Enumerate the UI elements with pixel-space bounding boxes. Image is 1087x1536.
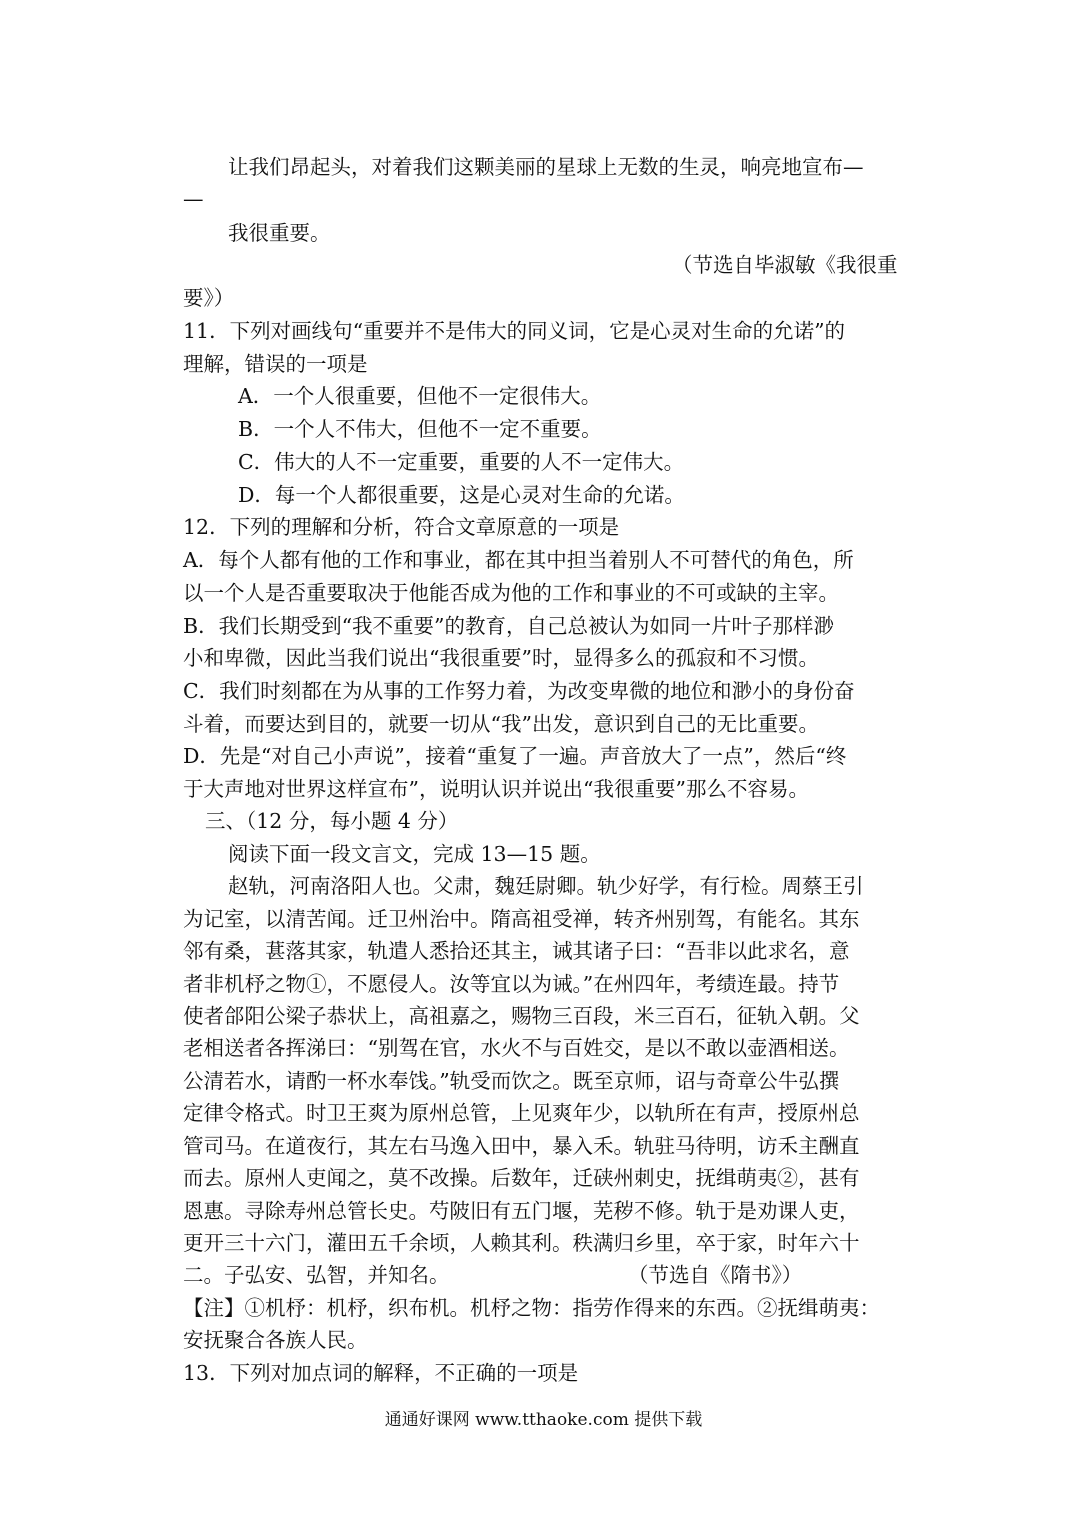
classical-text-line: 邻有桑，葚落其家，轨遣人悉拾还其主，诫其诸子曰：“吾非以此求名，意 xyxy=(183,939,850,963)
classical-text-line: 更开三十六门，灌田五千余顷，人赖其利。秩满归乡里，卒于家，时年六十 xyxy=(183,1231,860,1255)
question-12-option-line: 以一个人是否重要取决于他能否成为他的工作和事业的不可或缺的主宰。 xyxy=(183,581,839,605)
classical-text-line: 老相送者各挥涕曰：“别驾在官，水火不与百姓交，是以不敢以壶酒相送。 xyxy=(183,1036,850,1060)
question-12-option-line: B．我们长期受到“我不重要”的教育，自己总被认为如同一片叶子那样渺 xyxy=(183,614,835,638)
section-3-instruction: 阅读下面一段文言文，完成 13—15 题。 xyxy=(228,842,601,866)
passage-line: 让我们昂起头，对着我们这颗美丽的星球上无数的生灵，响亮地宣布— xyxy=(228,155,864,179)
annotation-note: 【注】①机杼：机杼，织布机。机杼之物：指劳作得来的东西。②抚缉萌夷： xyxy=(183,1296,880,1320)
classical-text-line: 管司马。在道夜行，其左右马逸入田中，暴入禾。轨驻马待明，访禾主酬直 xyxy=(183,1134,860,1158)
classical-text-line: 二。子弘安、弘智，并知名。 xyxy=(183,1263,450,1287)
classical-text-line: 者非机杼之物①，不愿侵人。汝等宜以为诫。”在州四年，考绩连最。持节 xyxy=(183,972,840,996)
classical-text-line: 公清若水，请酌一杯水奉饯。”轨受而饮之。既至京师，诏与奇章公牛弘撰 xyxy=(183,1069,840,1093)
passage-source-wrap: 要》） xyxy=(183,286,235,310)
question-13-stem: 13．下列对加点词的解释，不正确的一项是 xyxy=(183,1361,579,1385)
classical-text-source: （节选自《隋书》） xyxy=(628,1263,803,1287)
question-12-option-line: 于大声地对世界这样宣布”，说明认识并说出“我很重要”那么不容易。 xyxy=(183,777,809,801)
classical-text-line: 为记室，以清苦闻。迁卫州治中。隋高祖受禅，转齐州别驾，有能名。其东 xyxy=(183,907,860,931)
annotation-note: 安抚聚合各族人民。 xyxy=(183,1328,368,1352)
classical-text-line: 而去。原州人吏闻之，莫不改操。后数年，迁硖州刺史，抚缉萌夷②，甚有 xyxy=(183,1166,860,1190)
classical-text-line: 赵轨，河南洛阳人也。父肃，魏廷尉卿。轨少好学，有行检。周蔡王引 xyxy=(228,874,864,898)
question-11-stem: 11．下列对画线句“重要并不是伟大的同义词，它是心灵对生命的允诺”的 xyxy=(183,319,846,343)
question-12-option-line: 斗着，而要达到目的，就要一切从“我”出发，意识到自己的无比重要。 xyxy=(183,712,819,736)
question-11-option-a: A．一个人很重要，但他不一定很伟大。 xyxy=(238,384,602,408)
passage-line: 我很重要。 xyxy=(228,221,331,245)
passage-line-wrap: — xyxy=(183,187,204,211)
question-12-option-line: 小和卑微，因此当我们说出“我很重要”时，显得多么的孤寂和不习惯。 xyxy=(183,646,819,670)
section-3-heading: 三、（12 分，每小题 4 分） xyxy=(205,809,459,833)
question-12-option-line: D．先是“对自己小声说”，接着“重复了一遍。声音放大了一点”，然后“终 xyxy=(183,744,847,768)
classical-text-line: 恩惠。寻除寿州总管长史。芍陂旧有五门堰，芜秽不修。轨于是劝课人吏， xyxy=(183,1199,860,1223)
question-11-option-b: B．一个人不伟大，但他不一定不重要。 xyxy=(238,417,602,441)
question-12-option-line: A．每个人都有他的工作和事业，都在其中担当着别人不可替代的角色，所 xyxy=(183,548,854,572)
question-12-stem: 12．下列的理解和分析，符合文章原意的一项是 xyxy=(183,515,620,539)
question-11-option-c: C．伟大的人不一定重要，重要的人不一定伟大。 xyxy=(238,450,685,474)
question-11-stem: 理解，错误的一项是 xyxy=(183,352,368,376)
page-footer: 通通好课网 www.tthaoke.com 提供下载 xyxy=(384,1410,703,1430)
classical-text-line: 定律令格式。时卫王爽为原州总管，上见爽年少，以轨所在有声，授原州总 xyxy=(183,1101,860,1125)
passage-source: （节选自毕淑敏《我很重 xyxy=(672,253,898,277)
question-11-option-d: D．每一个人都很重要，这是心灵对生命的允诺。 xyxy=(238,483,685,507)
classical-text-line: 使者郃阳公梁子恭状上，高祖嘉之，赐物三百段，米三百石，征轨入朝。父 xyxy=(183,1004,860,1028)
question-12-option-line: C．我们时刻都在为从事的工作努力着，为改变卑微的地位和渺小的身份奋 xyxy=(183,679,855,703)
